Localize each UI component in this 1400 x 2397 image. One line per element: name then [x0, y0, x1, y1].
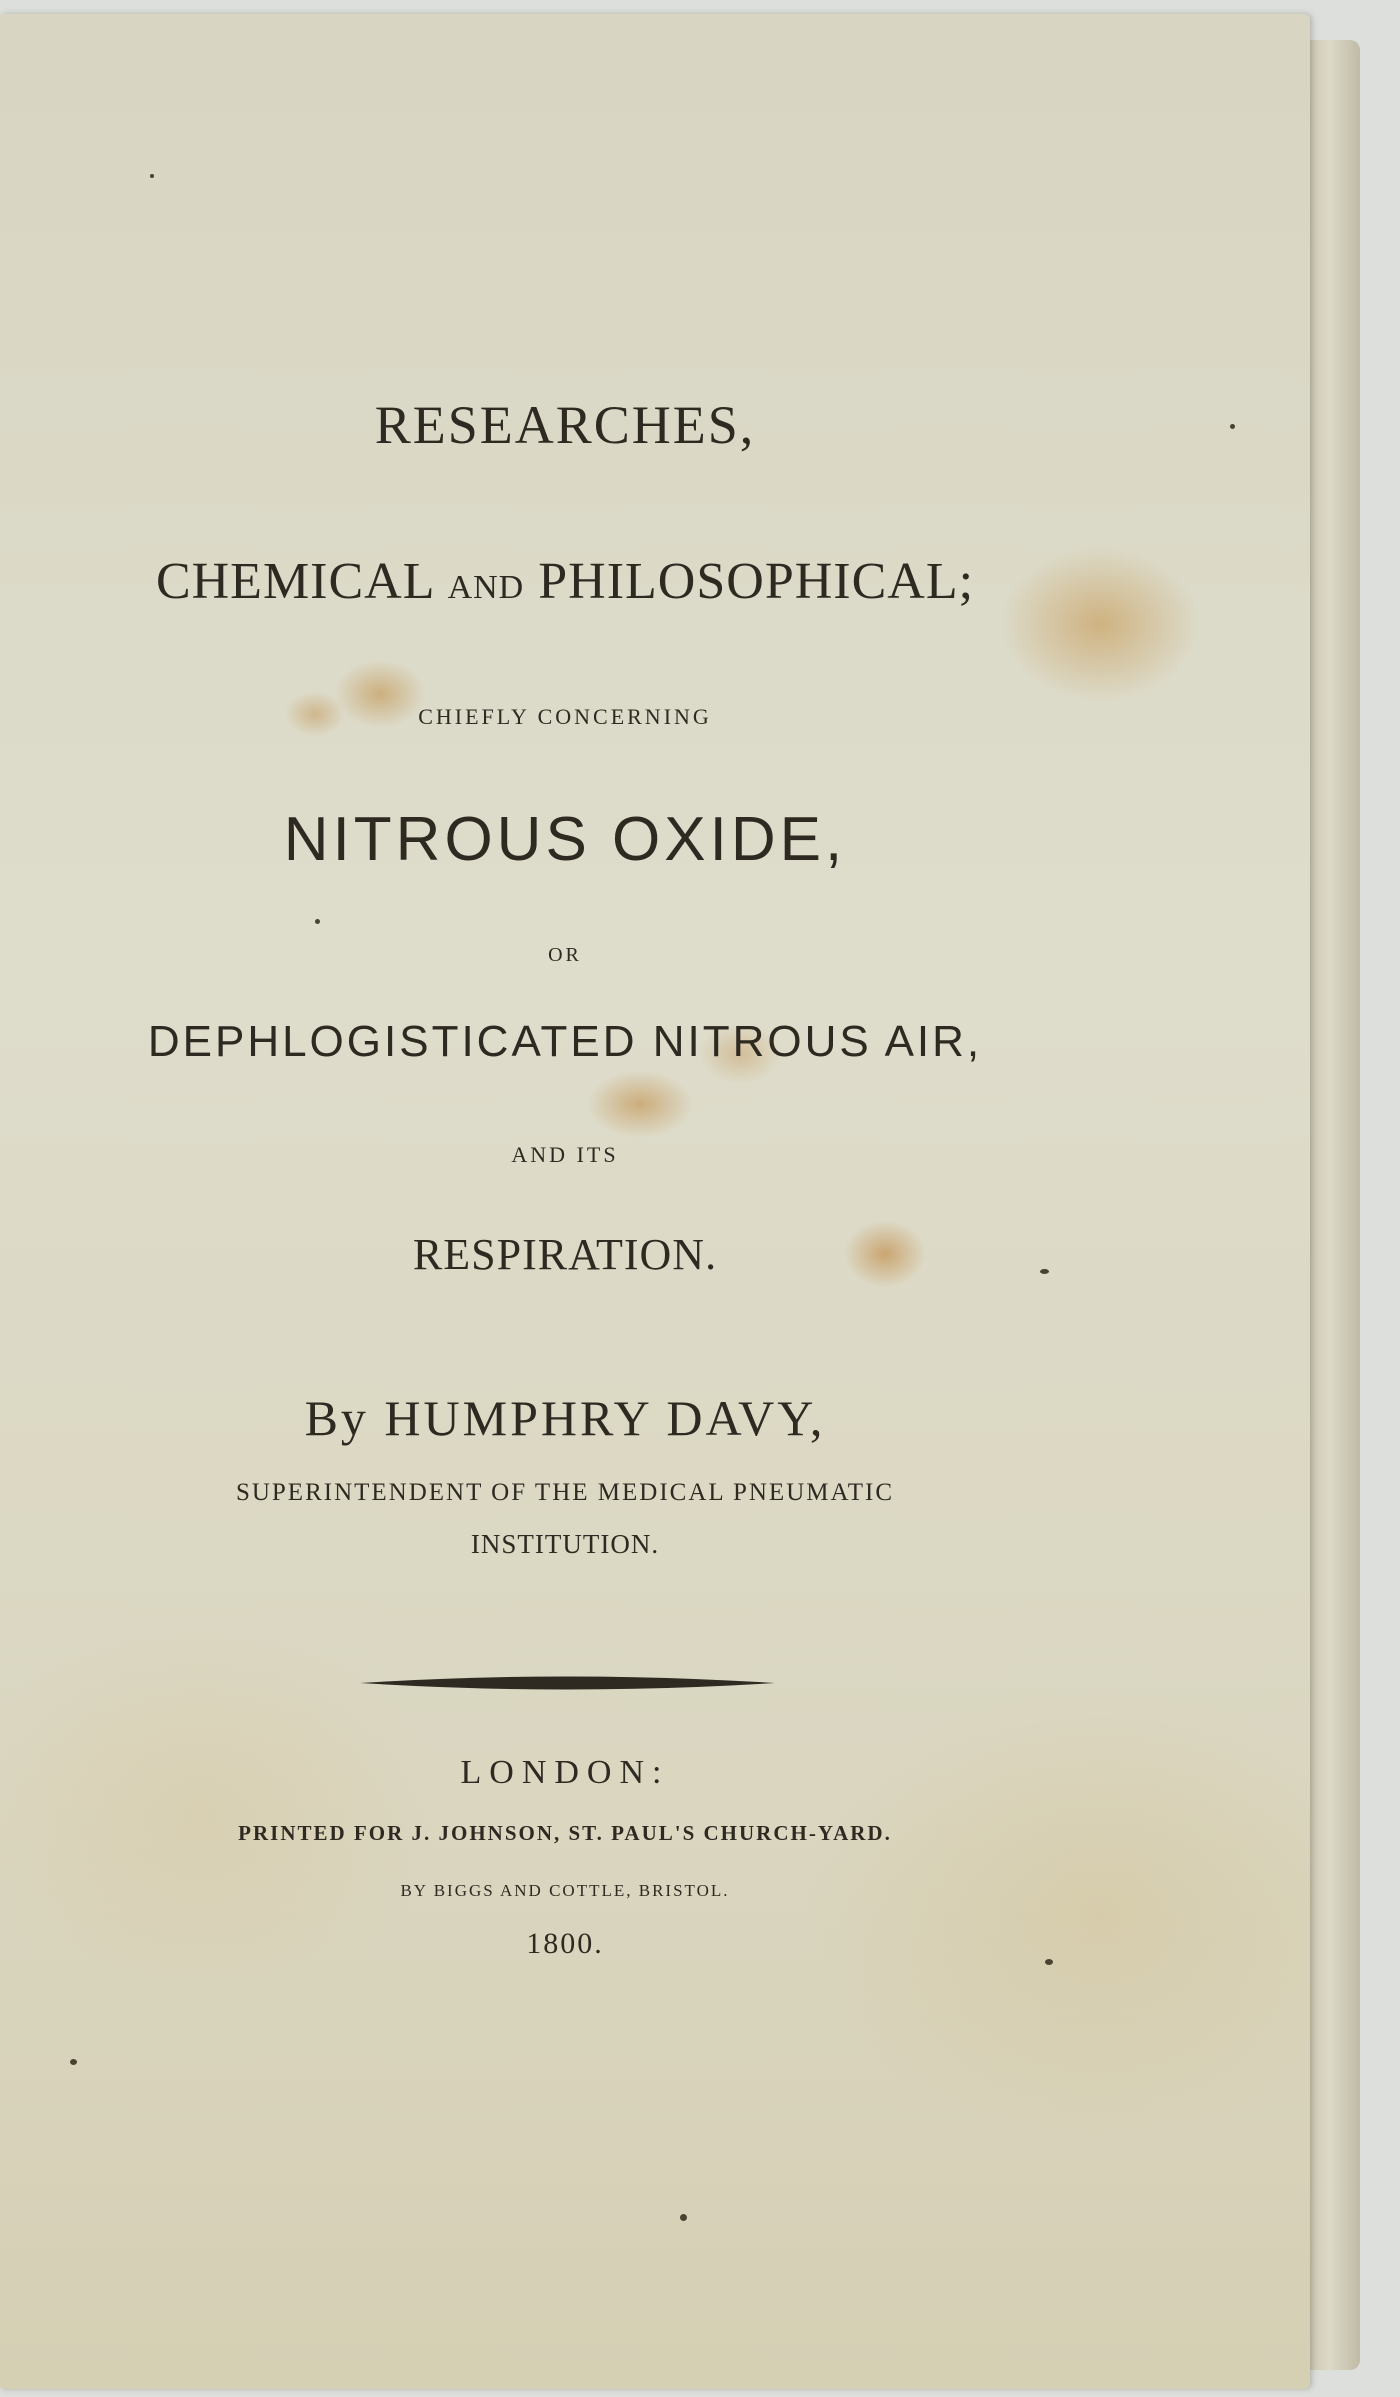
ornamental-rule: [360, 1672, 775, 1694]
title-page: [0, 14, 1310, 2389]
alt-subject-dephlogisticated: DEPHLOGISTICATED NITROUS AIR,: [147, 1017, 983, 1066]
connector-or: OR: [548, 944, 582, 966]
author-role-line1: SUPERINTENDENT OF THE MEDICAL PNEUMATIC: [235, 1479, 895, 1506]
title-chemical-philosophical: [0, 552, 1130, 611]
title-and-text: AND: [447, 569, 525, 606]
paper-speck: [150, 174, 154, 178]
paper-speck: [70, 2059, 77, 2065]
paper-speck: [680, 2214, 687, 2221]
paper-speck: [1045, 1959, 1053, 1965]
imprint-printer: BY BIGGS AND COTTLE, BRISTOL.: [400, 1881, 730, 1900]
author-role-line2: INSTITUTION.: [470, 1529, 660, 1559]
author-line: By HUMPHRY DAVY,: [304, 1390, 826, 1446]
subtitle-chiefly-concerning: CHIEFLY CONCERNING: [418, 704, 712, 729]
title-chemical-text: CHEMICAL: [155, 553, 448, 610]
title-researches: RESEARCHES,: [374, 395, 756, 455]
respiration-heading: RESPIRATION.: [412, 1230, 718, 1279]
paper-speck: [315, 919, 320, 924]
imprint-publisher: PRINTED FOR J. JOHNSON, ST. PAUL'S CHURCH-YARD.: [238, 1821, 892, 1845]
connector-and-its: AND ITS: [511, 1142, 619, 1167]
paper-speck: [1230, 424, 1235, 429]
title-philosophical-text: PHILOSOPHICAL;: [524, 553, 975, 610]
paper-speck: [1040, 1269, 1049, 1274]
imprint-year: 1800.: [526, 1927, 604, 1960]
imprint-city: LONDON:: [460, 1754, 670, 1791]
subject-nitrous-oxide: NITROUS OXIDE,: [283, 805, 847, 874]
